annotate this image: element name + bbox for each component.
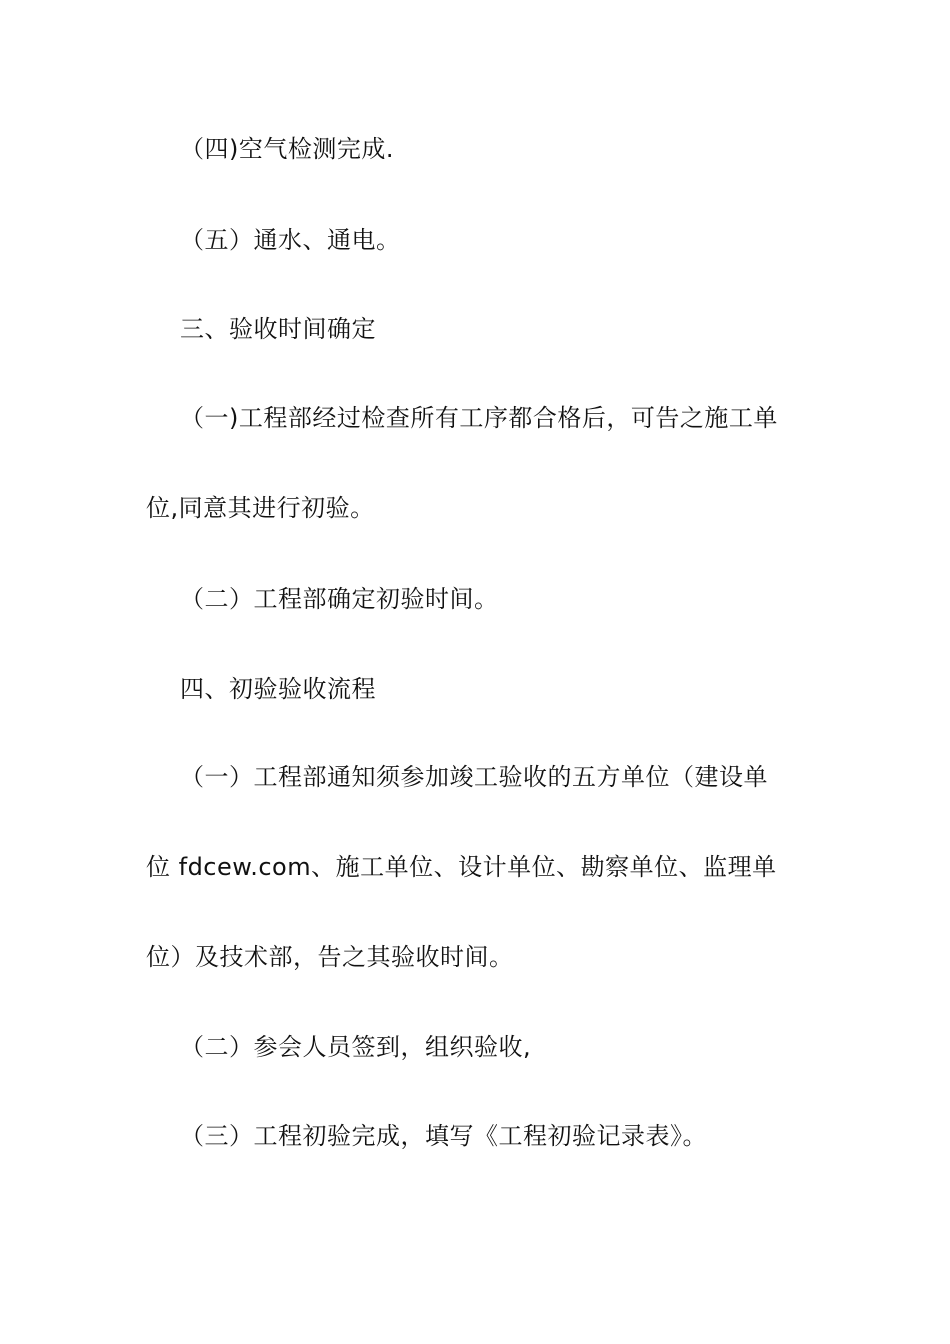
section-heading-acceptance-time: 三、验收时间确定 (180, 315, 376, 343)
paragraph-confirm-time: （二）工程部确定初验时间。 (180, 585, 499, 613)
paragraph-notify-line-3: 位）及技术部，告之其验收时间。 (146, 943, 514, 971)
paragraph-water-power: （五）通水、通电。 (180, 226, 401, 254)
paragraph-inspection-line-2: 位,同意其进行初验。 (146, 494, 375, 522)
section-heading-acceptance-process: 四、初验验收流程 (180, 675, 376, 703)
paragraph-sign-in: （二）参会人员签到，组织验收, (180, 1033, 532, 1061)
paragraph-notify-line-1: （一）工程部通知须参加竣工验收的五方单位（建设单 (180, 763, 768, 791)
paragraph-air-quality-test: （四)空气检测完成. (180, 135, 394, 163)
paragraph-inspection-line-1: （一)工程部经过检查所有工序都合格后，可告之施工单 (180, 404, 778, 432)
paragraph-notify-line-2: 位 fdcew.com、施工单位、设计单位、勘察单位、监理单 (146, 853, 777, 881)
paragraph-record-form: （三）工程初验完成，填写《工程初验记录表》。 (180, 1122, 707, 1150)
